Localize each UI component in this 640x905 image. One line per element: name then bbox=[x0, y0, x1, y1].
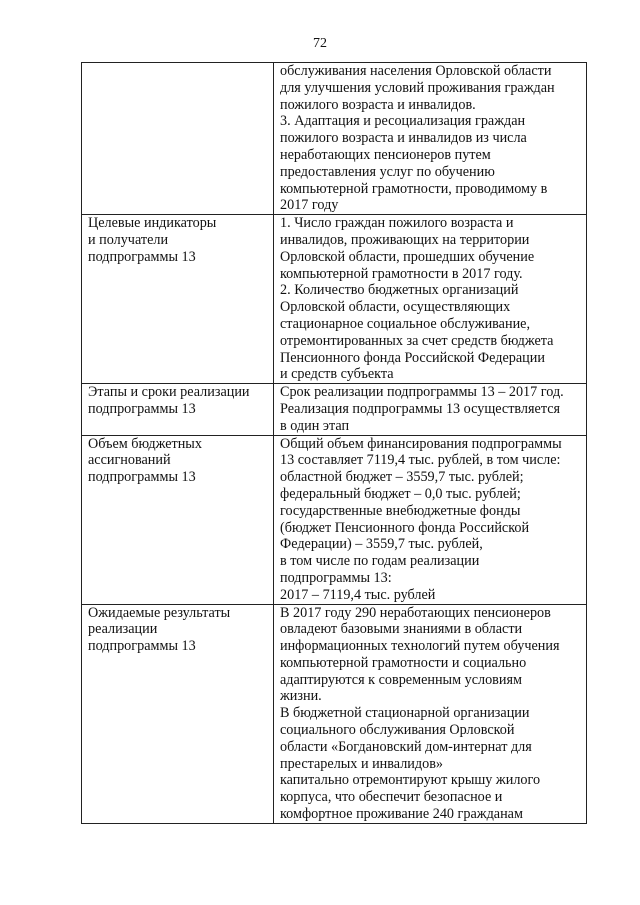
text-line: и средств субъекта bbox=[280, 366, 394, 383]
text-line: государственные внебюджетные фонды bbox=[280, 502, 521, 519]
row-label-line: Объем бюджетных bbox=[88, 435, 202, 452]
text-line: адаптируются к современным условиям bbox=[280, 671, 522, 688]
text-line: в один этап bbox=[280, 417, 350, 434]
table-row bbox=[82, 215, 587, 384]
row-content-cell bbox=[274, 63, 587, 215]
text-line: престарелых и инвалидов» bbox=[280, 755, 443, 772]
table-row bbox=[82, 63, 587, 215]
text-line: компьютерной грамотности, проводимому в bbox=[280, 180, 548, 197]
text-line: Пенсионного фонда Российской Федерации bbox=[280, 349, 545, 366]
text-line: В 2017 году 290 неработающих пенсионеров bbox=[280, 604, 551, 621]
text-line: корпуса, что обеспечит безопасное и bbox=[280, 789, 503, 806]
text-line: неработающих пенсионеров путем bbox=[280, 146, 491, 163]
text-line: капитально отремонтируют крышу жилого bbox=[280, 772, 541, 789]
text-line: компьютерной грамотности в 2017 году. bbox=[280, 265, 523, 282]
text-line: 2. Количество бюджетных организаций bbox=[280, 282, 519, 299]
text-line: предоставления услуг по обучению bbox=[280, 163, 495, 180]
row-label-line: реализации bbox=[88, 621, 158, 638]
text-line: пожилого возраста и инвалидов. bbox=[280, 96, 476, 113]
row-label-cell bbox=[82, 63, 274, 215]
text-line: для улучшения условий проживания граждан bbox=[280, 79, 555, 96]
text-line: информационных технологий путем обучения bbox=[280, 638, 560, 655]
text-line: обслуживания населения Орловской области bbox=[280, 63, 552, 79]
row-label-line: Целевые индикаторы bbox=[88, 215, 217, 232]
text-line: Федерации) – 3559,7 тыс. рублей, bbox=[280, 536, 483, 553]
row-content-cell bbox=[274, 384, 587, 435]
text-line: 13 составляет 7119,4 тыс. рублей, в том числе: bbox=[280, 452, 561, 469]
text-line: подпрограммы 13: bbox=[280, 569, 392, 586]
row-label-line: Этапы и сроки реализации bbox=[88, 384, 250, 401]
row-label-line: подпрограммы 13 bbox=[88, 400, 196, 417]
row-label-line: и получатели bbox=[88, 231, 169, 248]
text-line: 1. Число граждан пожилого возраста и bbox=[280, 215, 514, 232]
text-line: социального обслуживания Орловской bbox=[280, 722, 515, 739]
text-line: стационарное социальное обслуживание, bbox=[280, 315, 531, 332]
row-label-line: Ожидаемые результаты bbox=[88, 604, 231, 621]
table-row bbox=[82, 435, 587, 604]
row-label-line: подпрограммы 13 bbox=[88, 248, 196, 265]
text-line: 2017 году bbox=[280, 197, 339, 214]
text-line: отремонтированных за счет средств бюджета bbox=[280, 332, 554, 349]
text-line: 2017 – 7119,4 тыс. рублей bbox=[280, 586, 436, 603]
text-line: в том числе по годам реализации bbox=[280, 553, 480, 570]
row-label-cell bbox=[82, 604, 274, 823]
text-line: жизни. bbox=[280, 688, 322, 705]
row-content-cell bbox=[274, 604, 587, 823]
text-line: пожилого возраста и инвалидов из числа bbox=[280, 130, 527, 147]
text-line: комфортное проживание 240 гражданам bbox=[280, 806, 523, 823]
row-label-line: подпрограммы 13 bbox=[88, 469, 196, 486]
row-label-cell bbox=[82, 215, 274, 384]
text-line: Орловской области, прошедших обучение bbox=[280, 248, 535, 265]
text-line: Орловской области, осуществляющих bbox=[280, 299, 511, 316]
text-line: Срок реализации подпрограммы 13 – 2017 год. bbox=[280, 384, 564, 401]
row-label-cell bbox=[82, 435, 274, 604]
row-content-cell bbox=[274, 435, 587, 604]
page-number: 72 bbox=[313, 36, 327, 51]
text-line: области «Богдановский дом-интернат для bbox=[280, 738, 532, 755]
row-label-cell bbox=[82, 384, 274, 435]
text-line: 3. Адаптация и ресоциализация граждан bbox=[280, 113, 526, 130]
table-row bbox=[82, 384, 587, 435]
row-label-line: ассигнований bbox=[88, 452, 171, 469]
text-line: областной бюджет – 3559,7 тыс. рублей; bbox=[280, 469, 524, 486]
text-line: Реализация подпрограммы 13 осуществляется bbox=[280, 400, 561, 417]
text-line: В бюджетной стационарной организации bbox=[280, 705, 530, 722]
text-line: инвалидов, проживающих на территории bbox=[280, 231, 530, 248]
passport-table bbox=[81, 62, 587, 824]
text-line: компьютерной грамотности и социально bbox=[280, 654, 527, 671]
row-content-cell bbox=[274, 215, 587, 384]
row-label-line: подпрограммы 13 bbox=[88, 638, 196, 655]
text-line: (бюджет Пенсионного фонда Российской bbox=[280, 519, 530, 536]
table-row bbox=[82, 604, 587, 823]
text-line: Общий объем финансирования подпрограммы bbox=[280, 435, 562, 452]
text-line: овладеют базовыми знаниями в области bbox=[280, 621, 523, 638]
text-line: федеральный бюджет – 0,0 тыс. рублей; bbox=[280, 485, 521, 502]
